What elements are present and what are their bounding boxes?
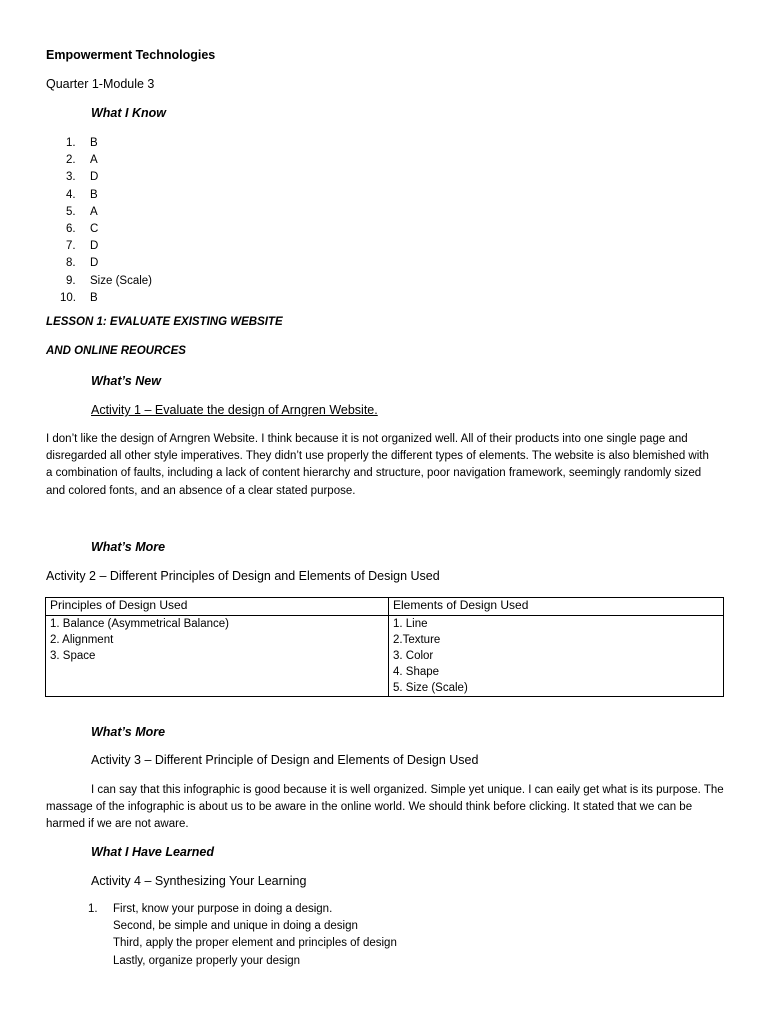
learning-line: Lastly, organize properly your design (113, 954, 301, 967)
elements-header: Elements of Design Used (389, 598, 724, 616)
whats-more-heading: What’s More (91, 540, 166, 554)
elements-cell (389, 616, 724, 697)
principle-item: 1. Balance (Asymmetrical Balance) (50, 618, 229, 630)
principles-cell (46, 616, 389, 697)
lesson-title-line2: AND ONLINE REOURCES (46, 345, 186, 357)
what-i-know-heading: What I Know (91, 106, 166, 120)
learning-line: First, know your purpose in doing a design. (113, 903, 333, 915)
principle-item: 2. Alignment (50, 634, 114, 646)
activity-3-title: Activity 3 – Different Principle of Design and Elements of Design Used (91, 753, 479, 767)
activity-3-paragraph (46, 782, 726, 834)
list-item (46, 901, 397, 970)
list-number: 1. (88, 903, 98, 915)
whats-new-heading: What’s New (91, 374, 161, 388)
activity-4-title: Activity 4 – Synthesizing Your Learning (91, 874, 307, 888)
learning-line: Third, apply the proper element and principles of design (113, 937, 397, 950)
paragraph-line: a combination of faults, including a lack of content hierarchy and structure, poor navigation framework, seemingly randomly sized (46, 467, 702, 480)
document-page: Empowerment Technologies Quarter 1-Module 3 What I Know 1. B 2. A 3. D 4. B 5. A 6. C 7. D 8. D 9. Size (Scale) 10. B LESSON 1: EVALUATE EXISTING WEBSITE AND ONLINE REOURCES What’s New Activity 1 – Evaluate the design of Arngren Website. I don’t like the design of Arngren Website. I think because it is not organized well. All of their products into one single page and disregarded all other style imperatives. They didn’t use properly the different types of elements. The website is also blemished with a combination of faults, including a lack of content hierarchy and structure, poor navigation framework, seemingly randomly sized and colored fonts, and an absence of a clear stated purpose. What’s More Activity 2 – Different Principles of Design and Elements of Design Used Principles of Design Used Elements of Design Used 1. Balance (Asymmetrical Balance) 2. Alignment 3. Space 1. Line 2.Texture 3. Color 4. Shape 5. Size (Scale) What’s More Activity 3 – Different Principle of Design and Elements of Design Used I can say that this infographic is good because it is well organized. Simple yet unique. I can eaily get what is its purpose. The massage of the infographic is about us to be aware in the online world. We should think before clicking. It stated that we can be harmed if we are not aware. What I Have Learned Activity 4 – Synthesizing Your Learning 1. First, know your purpose in doing a design. Second, be simple and unique in doing a design Third, apply the proper element and principles of design Lastly, organize properly your design (0, 0, 768, 1024)
element-item: 4. Shape (393, 666, 440, 678)
element-item: 3. Color (393, 650, 434, 662)
element-item: 2.Texture (393, 634, 441, 646)
table-header-row (46, 598, 724, 616)
activity-1-paragraph (46, 431, 726, 500)
activity-1-title: Activity 1 – Evaluate the design of Arngren Website. (91, 403, 378, 417)
paragraph-line: I can say that this infographic is good because it is well organized. Simple yet unique. I can eaily get what is its purpose. The (91, 784, 724, 796)
whats-more-2-heading: What’s More (91, 725, 166, 739)
activity-2-title: Activity 2 – Different Principles of Design and Elements of Design Used (46, 569, 440, 583)
document-subtitle: Quarter 1-Module 3 (46, 77, 155, 91)
table-row (46, 616, 724, 697)
learning-list (46, 901, 397, 970)
element-item: 5. Size (Scale) (393, 682, 468, 694)
document-title: Empowerment Technologies (46, 48, 216, 62)
paragraph-line: I don’t like the design of Arngren Website. I think because it is not organized well. All of their products into one single page and (46, 433, 688, 445)
principles-header: Principles of Design Used (46, 598, 389, 616)
paragraph-line: harmed if we are not aware. (46, 818, 189, 831)
element-item: 1. Line (393, 618, 428, 630)
what-i-have-learned-heading: What I Have Learned (91, 845, 214, 859)
paragraph-line: disregarded all other style imperatives. They didn’t use properly the different types of elements. The website is also blemished with (46, 450, 709, 463)
design-table (45, 597, 724, 697)
principle-item: 3. Space (50, 650, 96, 662)
learning-line: Second, be simple and unique in doing a design (113, 920, 358, 933)
paragraph-line: massage of the infographic is about us to be aware in the online world. We should think before clicking. It stated that we can be (46, 801, 693, 814)
paragraph-line: and colored fonts, and an absence of a clear stated purpose. (46, 484, 356, 497)
lesson-title-line1: LESSON 1: EVALUATE EXISTING WEBSITE (46, 316, 283, 328)
